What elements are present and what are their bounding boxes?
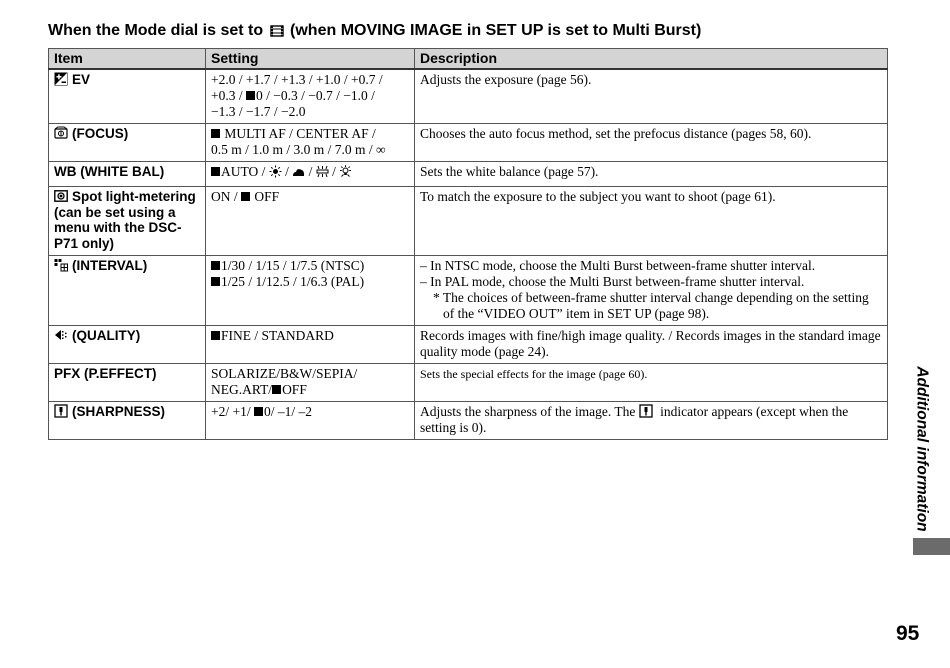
- default-marker-icon: [211, 129, 220, 138]
- setting-text: OFF: [282, 382, 307, 397]
- default-marker-icon: [241, 192, 250, 201]
- side-section-label: [908, 366, 936, 532]
- default-marker-icon: [254, 407, 263, 416]
- setting-text: 0/ –1/ –2: [263, 404, 312, 419]
- item-label: EV: [72, 72, 91, 87]
- setting-sharpness: [206, 402, 415, 440]
- item-white-balance: WB (WHITE BAL): [49, 162, 206, 187]
- incandescent-icon: [339, 165, 352, 178]
- item-label: (SHARPNESS): [72, 404, 166, 419]
- quality-icon: [54, 328, 68, 342]
- header-description: Description: [415, 49, 888, 70]
- setting-text: NEG.ART/: [211, 382, 273, 397]
- title-text-after: (when MOVING IMAGE in SET UP is set to Multi Burst): [290, 22, 702, 39]
- description-white-balance: Sets the white balance (page 57).: [415, 162, 888, 187]
- settings-table: [48, 48, 888, 440]
- default-marker-icon: [246, 91, 255, 100]
- item-label: (QUALITY): [72, 328, 141, 343]
- setting-text: AUTO /: [221, 164, 269, 179]
- setting-text: +2/ +1/: [211, 404, 254, 419]
- setting-text: +2.0 / +1.7 / +1.3 / +1.0 / +0.7 /: [211, 72, 383, 87]
- sharpness-icon: [54, 404, 68, 418]
- setting-text: /: [281, 164, 293, 179]
- item-sharpness: [49, 402, 206, 440]
- setting-focus: [206, 124, 415, 162]
- setting-text: /: [328, 164, 340, 179]
- setting-text: SOLARIZE/B&W/SEPIA/: [211, 366, 358, 381]
- sharpness-icon: [639, 404, 653, 418]
- item-ev: [49, 69, 206, 124]
- setting-text: OFF: [254, 189, 280, 204]
- list-item: – In NTSC mode, choose the Multi Burst between-frame shutter interval.: [420, 258, 816, 273]
- setting-text: −1.3 / −1.7 / −2.0: [211, 104, 306, 119]
- item-label: Spot light-metering (can be set using a menu with the DSC-P71 only): [54, 189, 196, 251]
- header-item: Item: [49, 49, 206, 70]
- description-spot-metering: To match the exposure to the subject you want to shoot (page 61).: [415, 187, 888, 256]
- table-header-row: [49, 49, 888, 70]
- daylight-icon: [269, 165, 282, 178]
- description-quality: Records images with fine/high image quality. / Records images in the standard image quality mode (page 24).: [415, 326, 888, 364]
- default-marker-icon: [272, 385, 281, 394]
- header-setting: Setting: [206, 49, 415, 70]
- default-marker-icon: [211, 167, 220, 176]
- description-ev: Adjusts the exposure (page 56).: [415, 69, 888, 124]
- setting-quality: [206, 326, 415, 364]
- fluorescent-icon: [316, 165, 329, 178]
- item-picture-effect: PFX (P.EFFECT): [49, 364, 206, 402]
- table-row: [49, 364, 888, 402]
- focus-icon: [54, 126, 68, 140]
- setting-text: 0.5 m / 1.0 m / 3.0 m / 7.0 m / ∞: [211, 142, 386, 157]
- description-interval: [415, 256, 888, 326]
- description-picture-effect: Sets the special effects for the image (page 60).: [415, 364, 888, 402]
- description-focus: Chooses the auto focus method, set the prefocus distance (pages 58, 60).: [415, 124, 888, 162]
- page-number: 95: [896, 622, 920, 645]
- default-marker-icon: [211, 331, 220, 340]
- table-row: [49, 256, 888, 326]
- setting-white-balance: [206, 162, 415, 187]
- setting-picture-effect: [206, 364, 415, 402]
- setting-text: 1/25 / 1/12.5 / 1/6.3 (PAL): [221, 274, 365, 289]
- setting-text: +0.3 /: [211, 88, 246, 103]
- item-label: (INTERVAL): [72, 258, 148, 273]
- item-focus: [49, 124, 206, 162]
- setting-text: 1/30 / 1/15 / 1/7.5 (NTSC): [221, 258, 365, 273]
- movie-mode-icon: [270, 24, 284, 38]
- setting-text: MULTI AF / CENTER AF /: [224, 126, 376, 141]
- table-row: [49, 187, 888, 256]
- interval-icon: [54, 258, 68, 272]
- side-label-text: Additional information: [914, 366, 932, 532]
- description-text: Adjusts the sharpness of the image. The: [420, 404, 639, 419]
- setting-spot-metering: [206, 187, 415, 256]
- list-item: – In PAL mode, choose the Multi Burst between-frame shutter interval.: [420, 274, 805, 289]
- item-quality: [49, 326, 206, 364]
- table-row: [49, 69, 888, 124]
- table-row: [49, 402, 888, 440]
- item-spot-metering: [49, 187, 206, 256]
- setting-text: /: [305, 164, 316, 179]
- note-text: * The choices of between-frame shutter interval change depending on the setting of the “VIDEO OUT” item in SET UP (page 98).: [433, 290, 869, 321]
- setting-text: FINE / STANDARD: [221, 328, 334, 343]
- section-tab-marker: [913, 538, 950, 555]
- setting-text: ON /: [211, 189, 241, 204]
- table-row: [49, 326, 888, 364]
- description-sharpness: [415, 402, 888, 440]
- cloudy-icon: [292, 165, 305, 178]
- item-label: (FOCUS): [72, 126, 129, 141]
- table-row: [49, 124, 888, 162]
- table-row: [49, 162, 888, 187]
- title-text-before: When the Mode dial is set to: [48, 22, 264, 39]
- default-marker-icon: [211, 277, 220, 286]
- default-marker-icon: [211, 261, 220, 270]
- setting-interval: [206, 256, 415, 326]
- spot-metering-icon: [54, 189, 68, 203]
- item-interval: [49, 256, 206, 326]
- setting-text: 0 / −0.3 / −0.7 / −1.0 /: [256, 88, 375, 103]
- description-text: indicator appears (except when the setting is 0).: [420, 404, 849, 435]
- setting-ev: [206, 69, 415, 124]
- ev-icon: [54, 72, 68, 86]
- page-title: [48, 21, 701, 41]
